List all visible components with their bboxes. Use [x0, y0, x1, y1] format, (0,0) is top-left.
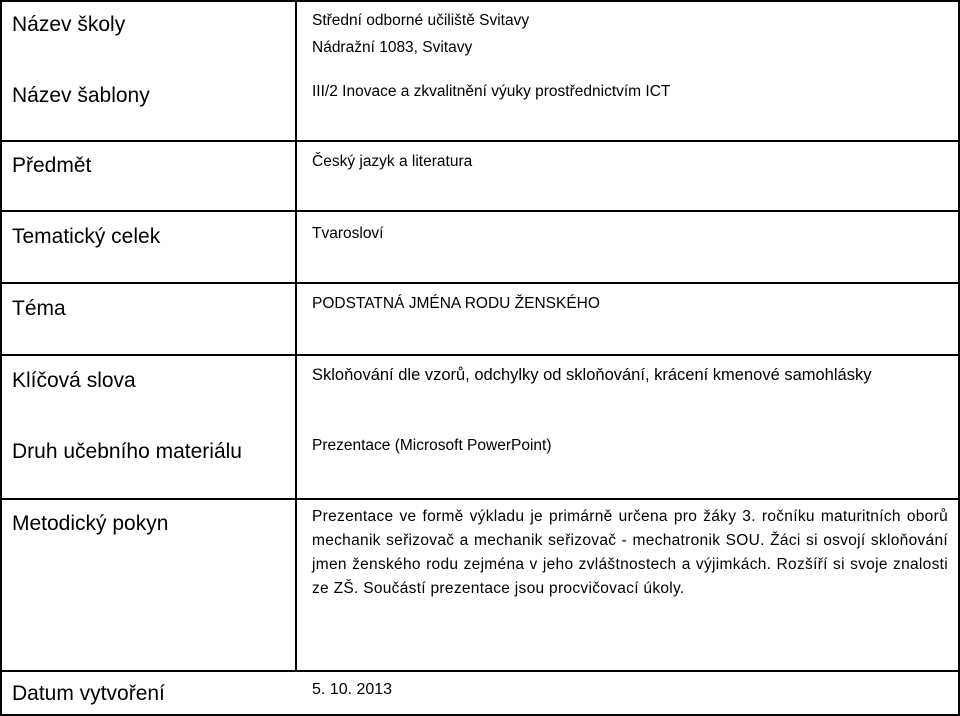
value-creation-date: 5. 10. 2013: [312, 681, 393, 698]
label-school-name: Název školy: [12, 13, 126, 36]
label-template-name: Název šablony: [12, 84, 150, 107]
label-subject: Předmět: [12, 154, 92, 177]
value-thematic-unit: Tvarosloví: [312, 225, 384, 242]
label-creation-date: Datum vytvoření: [12, 682, 165, 705]
row-divider: [0, 210, 960, 212]
table-border-top: [0, 0, 960, 2]
label-methodical-instruction: Metodický pokyn: [12, 512, 169, 535]
column-divider: [295, 0, 297, 672]
label-topic: Téma: [12, 297, 66, 320]
value-subject: Český jazyk a literatura: [312, 153, 473, 170]
label-material-type: Druh učebního materiálu: [12, 440, 242, 463]
row-divider: [0, 140, 960, 142]
value-keywords: Skloňování dle vzorů, odchylky od skloňování, krácení kmenové samohlásky: [312, 366, 872, 384]
row-divider: [0, 670, 960, 672]
value-school-name-line1: Střední odborné učiliště Svitavy: [312, 12, 530, 29]
value-topic: PODSTATNÁ JMÉNA RODU ŽENSKÉHO: [312, 295, 600, 312]
row-divider: [0, 354, 960, 356]
table-border-left: [0, 0, 2, 716]
value-template-name: III/2 Inovace a zkvalitnění výuky prostřednictvím ICT: [312, 83, 671, 100]
row-divider: [0, 498, 960, 500]
value-school-name-line2: Nádražní 1083, Svitavy: [312, 39, 473, 56]
value-methodical-instruction: Prezentace ve formě výkladu je primárně určena pro žáky 3. ročníku maturitních oborů mechanik seřizovač a mechanik seřizovač - mechatronik SOU. Žáci si osvojí skloňování jmen ženského rodu zejména v jeho zvláštnostech a výjimkách. Rozšíří si svoje znalosti ze ZŠ. Součástí prezentace jsou procvičovací úkoly.: [312, 508, 948, 597]
label-keywords: Klíčová slova: [12, 369, 136, 392]
label-thematic-unit: Tematický celek: [12, 225, 161, 248]
row-divider: [0, 282, 960, 284]
value-material-type: Prezentace (Microsoft PowerPoint): [312, 437, 552, 454]
